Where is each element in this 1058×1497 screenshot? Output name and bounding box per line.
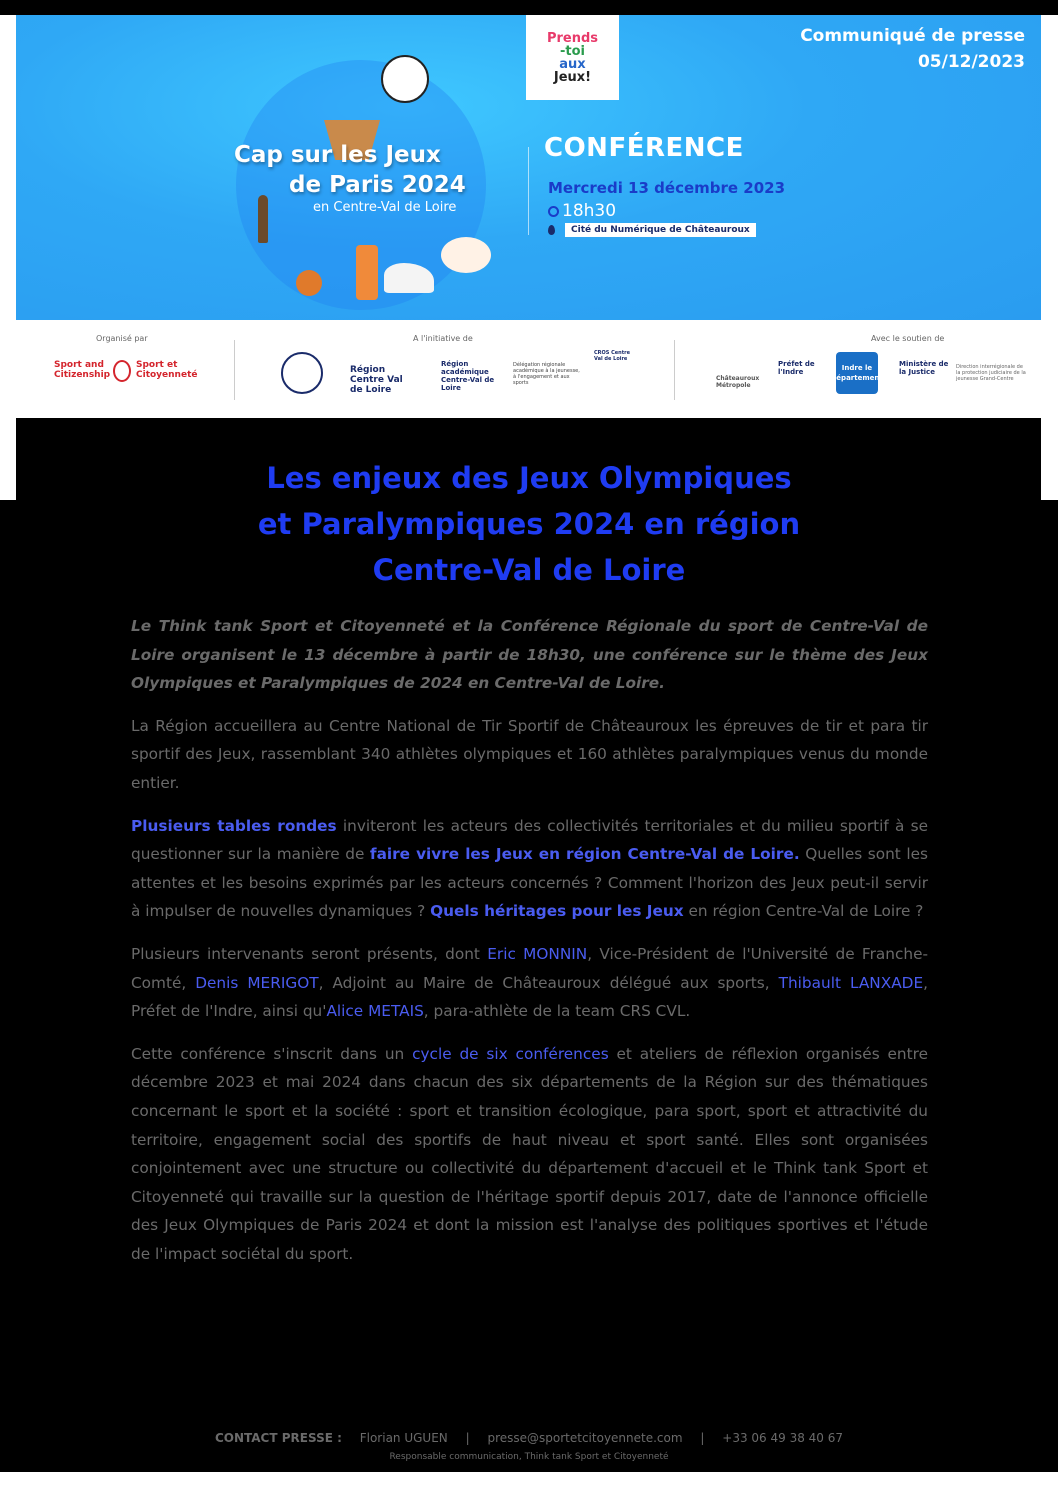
prends-toi-aux-jeux-logo xyxy=(526,15,619,100)
headline-line-1: Les enjeux des Jeux Olympiques xyxy=(266,461,792,495)
article-body xyxy=(131,612,928,1282)
paragraph-text: , Préfet de l'Indre, ainsi qu' xyxy=(131,973,928,1021)
highlight-live-the-games: faire vivre les Jeux en région Centre-Val de Loire. xyxy=(369,845,800,864)
logo-group-divider xyxy=(674,340,675,400)
paragraph-text: Cette conférence s'inscrit dans un xyxy=(131,1044,413,1063)
dir-pjj-logo: Direction interrégionale de la protection judiciaire de la jeunesse Grand-Centre xyxy=(956,364,1026,382)
headline-line-3: Centre-Val de Loire xyxy=(372,553,686,587)
drajes-logo: Délégation régionale académique à la jeunesse, à l'engagement et aux sports xyxy=(513,362,580,386)
contact-name: Florian UGUEN xyxy=(359,1431,448,1445)
location-pin-icon xyxy=(548,225,555,235)
lead-paragraph: Le Think tank Sport et Citoyenneté et la Conférence Régionale du sport de Centre-Val de Loire organisent le 13 décembre à partir de 18h30, une conférence sur le thème des Jeux Olympiques et Paralympiques de 2024 en Centre-Val de Loire. xyxy=(131,617,928,693)
highlight-legacy: Quels héritages pour les Jeux xyxy=(430,902,684,921)
indre-departement-logo: Indre le département xyxy=(836,352,878,394)
top-bar xyxy=(0,0,1058,15)
paragraph-text: inviteront les acteurs des collectivités territoriales et du milieu sportif à se questionner sur la manière de xyxy=(131,816,928,864)
event-time xyxy=(548,201,616,221)
event-place xyxy=(548,223,756,237)
paragraph-text: Quelles sont les attentes et les besoins exprimés par les acteurs concernés ? Comment l'horizon des Jeux peut-il servir à impulser de nouvelles dynamiques ? xyxy=(131,845,928,921)
logo-text-aux: aux xyxy=(559,56,586,72)
logo-text-exclaim: ! xyxy=(585,69,592,85)
chateauroux-metropole-logo: Châteauroux Métropole xyxy=(716,375,760,389)
cros-logo: CROS Centre Val de Loire xyxy=(594,350,630,362)
banner-divider xyxy=(528,147,529,235)
paragraph-round-tables xyxy=(131,812,928,926)
highlight-conference-cycle: cycle de six conférences xyxy=(412,1044,609,1063)
logo-group-divider xyxy=(234,340,235,400)
event-time-value: 18h30 xyxy=(562,201,617,221)
region-centre-val-de-loire-logo: Région Centre Val de Loire xyxy=(350,365,403,395)
event-place-value: Cité du Numérique de Châteauroux xyxy=(565,223,756,237)
logo-text-prends: Prends xyxy=(546,30,599,46)
paragraph-text: , Vice-Président de l'Université de Franche-Comté, xyxy=(131,944,929,992)
paragraph-text: , Adjoint au Maire de Châteauroux délégué aux sports, xyxy=(318,973,779,992)
speaker-name: Alice METAIS xyxy=(326,1002,424,1021)
football-icon xyxy=(381,55,429,103)
organised-by-label: Organisé par xyxy=(96,334,148,343)
paragraph-venue: La Région accueillera au Centre National de Tir Sportif de Châteauroux les épreuves de tir et para tir sportif des Jeux, rassemblant 340 athlètes olympiques et 160 athlètes paralympiques venus du monde entier. xyxy=(131,716,928,792)
hero-title xyxy=(234,140,466,200)
sport-et-citoyennete-logo: Sport et Citoyenneté xyxy=(136,360,198,380)
hero-title-line-1: Cap sur les Jeux xyxy=(234,142,441,168)
conference-label: CONFÉRENCE xyxy=(544,133,744,163)
paragraph-text: , para-athlète de la team CRS CVL. xyxy=(423,1002,691,1021)
water-bottle-icon xyxy=(356,245,378,300)
contact-email[interactable]: presse@sportetcitoyennete.com xyxy=(487,1431,683,1445)
paragraph-conference-cycle xyxy=(131,1040,928,1269)
sport-and-citizenship-logo: Sport and Citizenship xyxy=(54,360,111,380)
ministere-justice-logo: Ministère de la Justice xyxy=(899,360,949,376)
speaker-name: Denis MERIGOT xyxy=(195,973,319,992)
paragraph-text: en région Centre-Val de Loire ? xyxy=(683,902,924,921)
press-release-date: 05/12/2023 xyxy=(917,52,1025,72)
event-date: Mercredi 13 décembre 2023 xyxy=(548,179,786,197)
contact-phone[interactable]: +33 06 49 38 40 67 xyxy=(722,1431,844,1445)
hero-subtitle: en Centre-Val de Loire xyxy=(313,200,457,215)
hero-title-line-2: de Paris 2024 xyxy=(289,172,466,198)
speaker-name: Eric MONNIN xyxy=(487,944,588,963)
prefet-indre-logo: Préfet de l'Indre xyxy=(778,360,815,376)
press-release-header xyxy=(800,23,1025,75)
highlight-round-tables: Plusieurs tables rondes xyxy=(131,816,337,835)
speaker-name: Thibault LANXADE xyxy=(778,973,924,992)
conference-cvl-logo xyxy=(281,352,323,394)
partner-logos-strip xyxy=(16,320,1041,418)
paragraph-text: Plusieurs intervenants seront présents, dont xyxy=(131,944,488,963)
article-headline xyxy=(0,455,1058,593)
event-banner xyxy=(16,15,1041,320)
paragraph-speakers xyxy=(131,940,928,1026)
logo-text-toi: -toi xyxy=(560,43,585,59)
contact-label: CONTACT PRESSE : xyxy=(214,1431,342,1445)
contact-role: Responsable communication, Think tank Sport et Citoyenneté xyxy=(389,1452,669,1462)
headline-line-2: et Paralympiques 2024 en région xyxy=(257,507,801,541)
logo-text-jeux: Jeux xyxy=(553,69,586,85)
initiative-of-label: A l'initiative de xyxy=(413,334,473,343)
press-release-label: Communiqué de presse xyxy=(800,26,1025,46)
press-contact xyxy=(0,1431,1058,1445)
sport-logo-symbol-icon xyxy=(113,360,131,382)
contact-separator: | xyxy=(465,1431,470,1445)
microphone-icon xyxy=(258,195,268,243)
supported-by-label: Avec le soutien de xyxy=(871,334,945,343)
clock-icon xyxy=(548,206,559,217)
contact-separator: | xyxy=(700,1431,705,1445)
paragraph-text: et ateliers de réflexion organisés entre décembre 2023 et mai 2024 dans chacun des six départements de la Région sur des thématiques concernant le sport et la société : sport et transition écologique, para sport, sport et attractivité du territoire, engagement social des sportifs de haut niveau et sport santé. Elles sont organisées conjointement avec une structure ou collectivité du département d'accueil et le Think tank Sport et Citoyenneté qui travaille sur la question de l'héritage sportif depuis 2017, date de l'annonce officielle des Jeux Olympiques de Paris 2024 et dont la mission est l'analyse des politiques sportives et l'étude de l'impact sociétal du sport. xyxy=(131,1044,928,1263)
basketball-icon xyxy=(296,270,322,296)
rugby-ball-icon xyxy=(441,237,491,273)
region-academique-logo: Région académique Centre-Val de Loire xyxy=(441,360,495,392)
